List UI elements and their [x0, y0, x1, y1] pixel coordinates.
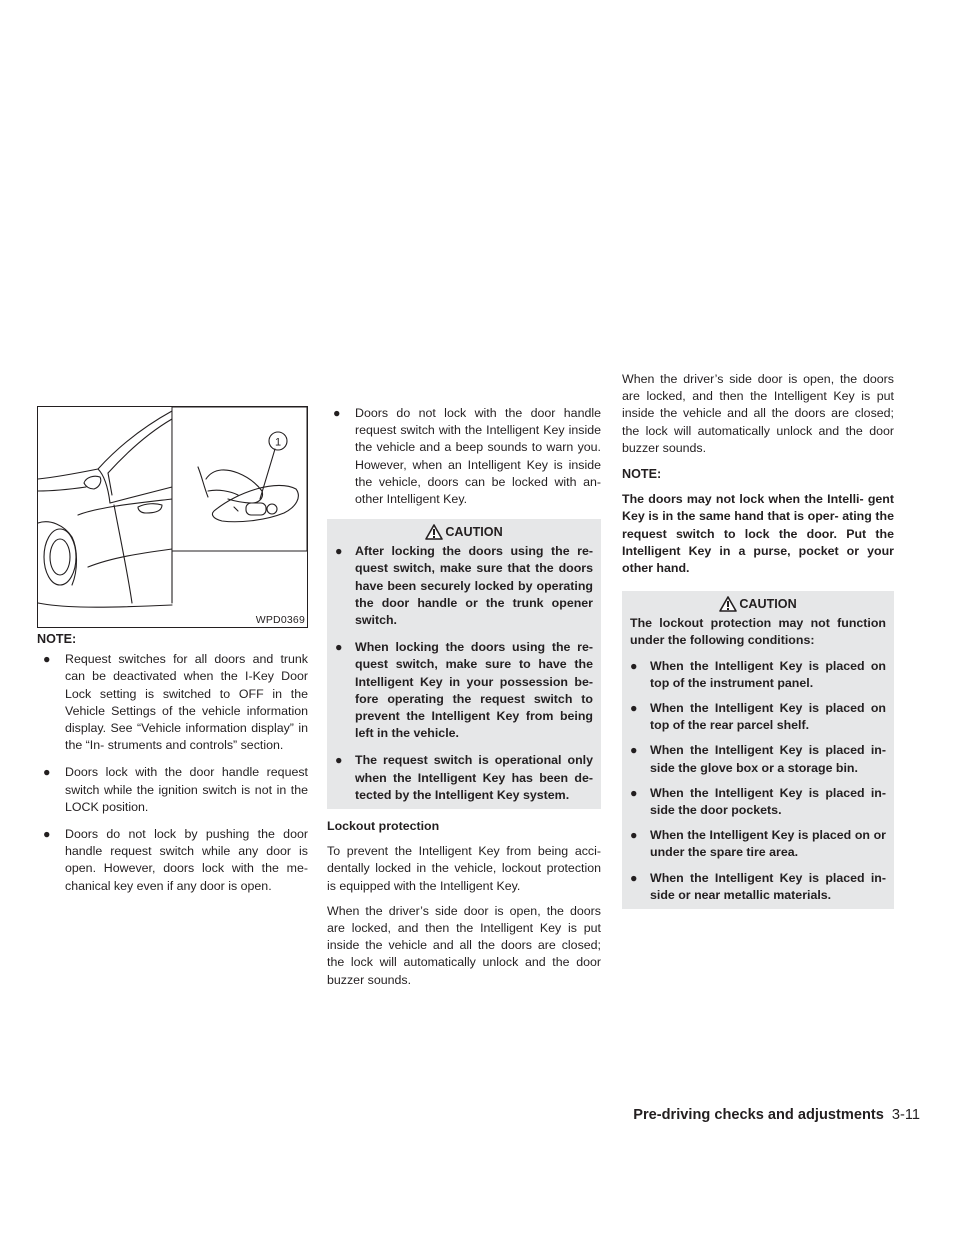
list-item: ● The request switch is operational only when the Intelligent Key has been de- tected by the Intelligent Key system.	[335, 753, 593, 802]
note-heading: NOTE:	[37, 632, 77, 646]
caution-box	[327, 519, 601, 809]
note-text: The doors may not lock when the Intelli- gent Key is in the same hand that is oper- ating the request switch to lock the door. Put the Intelligent Key in a purse, pocket or your other hand.	[622, 492, 894, 576]
callout-number: 1	[274, 436, 282, 449]
list-item: ● When the Intelligent Key is placed in- side the door pockets.	[630, 785, 886, 818]
section-name: Pre-driving checks and adjustments	[633, 1107, 884, 1123]
list-item: ● Doors do not lock with the door handle request switch with the Intelligent Key inside the vehicle and a beep sounds to warn you. However, when an Intelligent Key is inside the vehicle, doors can be locked with an- other Intelligent Key.	[333, 406, 601, 507]
page-number: 3-11	[891, 1107, 920, 1123]
list-item: ● Request switches for all doors and trunk can be deactivated when the I-Key Door Lock setting is switched to OFF in the Vehicle Settings of the vehicle information display. See “Vehicle information display” in the “In- struments and controls” section.	[43, 652, 308, 753]
caution-bullet-list	[630, 658, 886, 904]
list-item: ● When the Intelligent Key is placed in- side the glove box or a storage bin.	[630, 743, 886, 775]
note-bullet-list	[37, 651, 308, 895]
car-door-handle-drawing	[38, 407, 307, 627]
list-item: ● When the Intelligent Key is placed on top of the rear parcel shelf.	[630, 701, 886, 733]
warning-triangle-icon	[719, 596, 737, 612]
paragraph-continued: When the driver’s side door is open, the doors are locked, and then the Intelligent Key is put inside the vehicle and all the doors are closed; the lock will automatically unlock and the door buzzer sounds.	[622, 372, 894, 455]
list-item: ● When locking the doors using the re- quest switch, make sure to have the Intelligent Key in your possession be- fore operating the request switch to prevent the Intelligent Key from being left in the vehicle.	[335, 640, 593, 741]
section-heading: Lockout protection	[327, 819, 440, 834]
list-item: ● When the Intelligent Key is placed on or under the spare tire area.	[630, 828, 886, 860]
column-2	[327, 405, 601, 987]
list-item: ● After locking the doors using the re- quest switch, make sure that the doors have been securely locked by operating the door handle or the trunk opener switch.	[335, 544, 593, 628]
list-item: ● Doors lock with the door handle request switch while the ignition switch is not in the LOCK position.	[43, 765, 308, 814]
caution-bullet-list	[335, 543, 593, 804]
note-bullet-list-continued	[327, 405, 601, 508]
figure-code: WPD0369	[255, 614, 305, 626]
caution-title: CAUTION	[630, 593, 886, 615]
paragraph-start: When the driver’s side door is open, the doors are locked, and then the Intelligent Key is put inside the vehicle and all the doors are closed; the lock will automatically unlock and the door buzzer sounds.	[327, 903, 601, 987]
paragraph: To prevent the Intelligent Key from being acci- dentally locked in the vehicle, lockout protection is equipped with the Intelligent Key.	[327, 844, 601, 893]
list-item: ● When the Intelligent Key is placed in- side or near metallic materials.	[630, 870, 886, 902]
column-1	[37, 631, 308, 895]
caution-title: CAUTION	[335, 521, 593, 543]
column-3	[622, 372, 894, 909]
list-item: ● Doors do not lock by pushing the door handle request switch while any door is open. However, doors lock with the me- chanical key even if any door is open.	[43, 827, 308, 893]
caution-intro: The lockout protection may not function under the following conditions:	[630, 616, 886, 648]
warning-triangle-icon	[425, 524, 443, 540]
door-handle-illustration	[37, 406, 308, 628]
list-item: ● When the Intelligent Key is placed on top of the instrument panel.	[630, 658, 886, 690]
page-footer	[633, 1107, 920, 1123]
note-heading: NOTE:	[622, 467, 662, 481]
caution-box	[622, 591, 894, 909]
